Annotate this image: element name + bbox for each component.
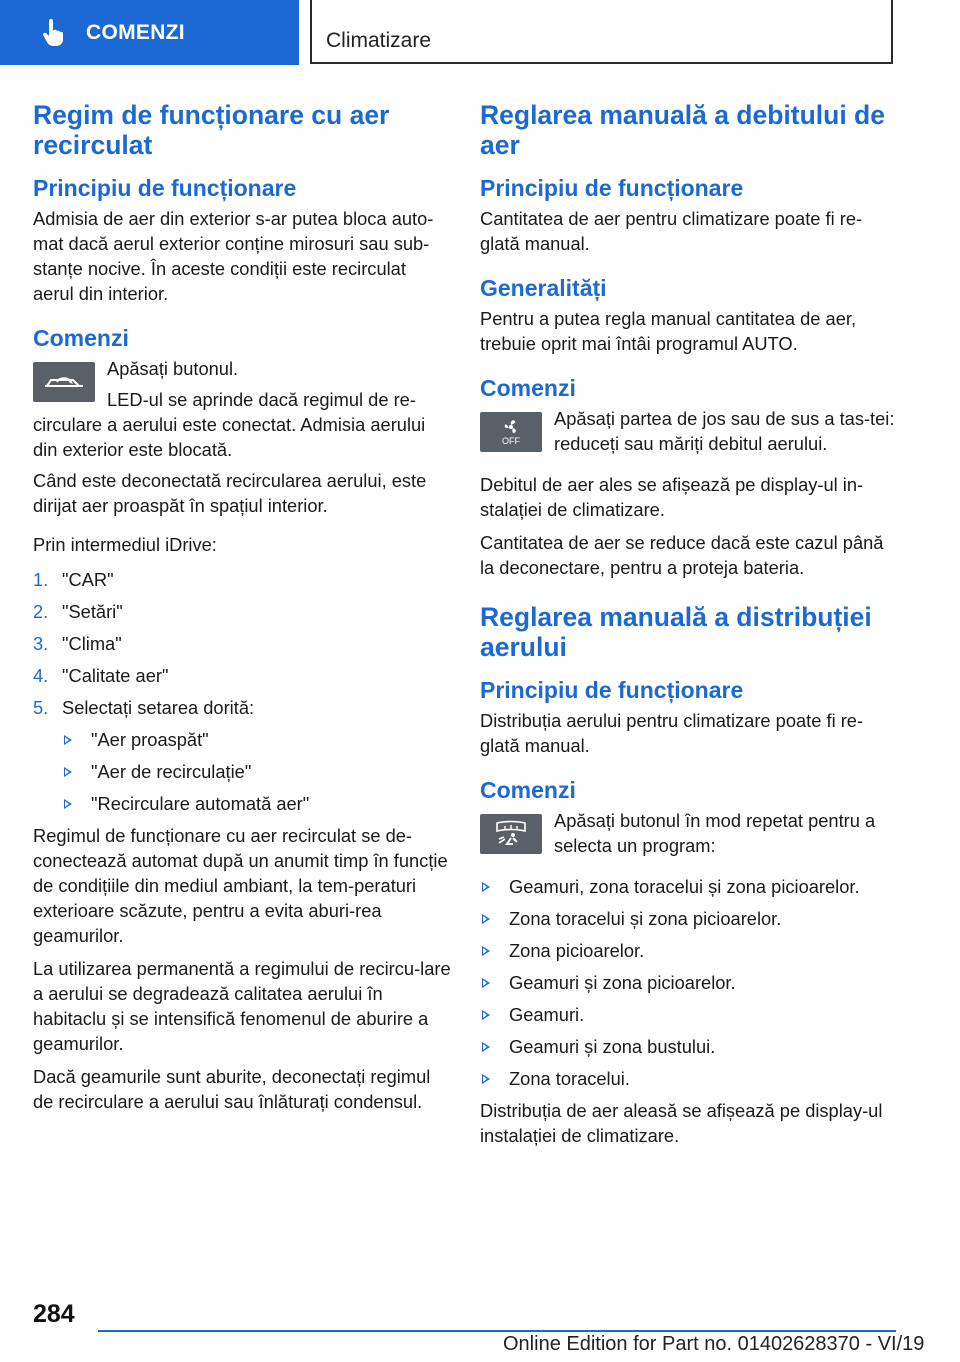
triangle-bullet-icon <box>482 882 490 892</box>
footer-divider <box>98 1330 896 1332</box>
section-tab-label: COMENZI <box>86 20 185 44</box>
flow-reduce-text: Cantitatea de aer se reduce dacă este cazul până la deconectare, pentru a proteja bateria. <box>480 532 884 578</box>
led-text: LED-ul se aprinde dacă regimul de re-circulare a aerului este conectat. Admisia aerului din exterior este blocată. <box>33 389 426 460</box>
triangle-bullet-icon <box>482 978 490 988</box>
triangle-bullet-icon <box>64 735 72 745</box>
dist-principle-text: Distribuția aerului pentru climatizare poate fi re-glată manual. <box>480 710 864 756</box>
distribution-programs <box>480 874 898 1091</box>
hand-pointer-icon <box>38 18 68 48</box>
flow-controls-heading: Comenzi <box>480 375 576 401</box>
dist-principle-heading: Principiu de funcționare <box>480 677 744 703</box>
list-item: "Recirculare automată aer" <box>62 791 451 816</box>
dist-controls-heading: Comenzi <box>480 777 576 803</box>
list-item: Geamuri și zona bustului. <box>480 1034 898 1059</box>
list-item: 3. "Clima" <box>33 633 122 654</box>
general-heading: Generalități <box>480 275 607 301</box>
controls-heading: Comenzi <box>33 325 129 351</box>
flow-control <box>480 406 898 462</box>
page-number: 284 <box>33 1300 75 1328</box>
list-item: Zona toracelui. <box>480 1066 898 1091</box>
triangle-bullet-icon <box>482 1010 490 1020</box>
list-item: 2. "Setări" <box>33 601 123 622</box>
recirculation-button-icon <box>33 362 95 402</box>
off-text: Când este deconectată recircularea aerului, este dirijat aer proaspăt în spațiul interior. <box>33 470 427 516</box>
list-item: "Aer proaspăt" <box>62 727 451 752</box>
list-item: Geamuri. <box>480 1002 898 1027</box>
recirculation-control <box>33 356 451 468</box>
triangle-bullet-icon <box>482 1042 490 1052</box>
list-item: 1. "CAR" <box>33 569 114 590</box>
idrive-steps <box>33 567 451 720</box>
list-item: Zona picioarelor. <box>480 938 898 963</box>
idrive-text: Prin intermediul iDrive: <box>33 534 217 555</box>
flow-press-text: Apăsați partea de jos sau de sus a tas-tei: reduceți sau măriți debitul aerului. <box>554 408 895 454</box>
dist-press-text: Apăsați butonul în mod repetat pentru a selecta un program: <box>554 810 876 856</box>
list-item: 5. Selectați setarea dorită: <box>33 697 255 718</box>
section-tab <box>0 0 299 65</box>
triangle-bullet-icon <box>482 1074 490 1084</box>
triangle-bullet-icon <box>64 767 72 777</box>
flow-display-text: Debitul de aer ales se afișează pe display-ul in-stalației de climatizare. <box>480 474 864 520</box>
setting-options <box>62 727 451 816</box>
right-column <box>480 100 898 1156</box>
auto-off-text: Regimul de funcționare cu aer recirculat se de-conectează automat după un anumit timp în funcție de condițiile din mediul ambiant, la tem-peraturi exterioare scăzute, pentru a evita aburi-rea geamurilor. <box>33 825 448 946</box>
list-item: 4. "Calitate aer" <box>33 665 169 686</box>
list-item: Geamuri și zona picioarelor. <box>480 970 898 995</box>
triangle-bullet-icon <box>64 799 72 809</box>
principle-heading: Principiu de funcționare <box>33 175 297 201</box>
list-item: Zona toracelui și zona picioarelor. <box>480 906 898 931</box>
fog-text: Dacă geamurile sunt aburite, deconectați regimul de recirculare a aerului sau înlăturați condensul. <box>33 1066 431 1112</box>
fan-off-button-icon <box>480 412 542 452</box>
fan-off-label: OFF <box>502 436 520 446</box>
principle-text: Admisia de aer din exterior s-ar putea bloca auto-mat dacă aerul exterior conține mirosuri sau sub-stanțe nocive. În aceste condiții este recirculat aerul din interior. <box>33 208 434 304</box>
recirculation-title: Regim de funcționare cu aer recirculat <box>33 100 390 160</box>
flow-principle-heading: Principiu de funcționare <box>480 175 744 201</box>
general-text: Pentru a putea regla manual cantitatea de aer, trebuie oprit mai întâi programul AUTO. <box>480 308 857 354</box>
flow-principle-text: Cantitatea de aer pentru climatizare poate fi re-glată manual. <box>480 208 863 254</box>
list-item: "Aer de recirculație" <box>62 759 451 784</box>
distribution-control <box>480 808 898 864</box>
triangle-bullet-icon <box>482 914 490 924</box>
left-column <box>33 100 451 1122</box>
edition-text: Online Edition for Part no. 01402628370 - VI/19 <box>503 1333 925 1355</box>
dist-display-text: Distribuția de aer aleasă se afișează pe display-ul instalației de climatizare. <box>480 1100 883 1146</box>
chapter-title: Climatizare <box>326 29 432 52</box>
triangle-bullet-icon <box>482 946 490 956</box>
press-text: Apăsați butonul. <box>107 358 239 379</box>
flow-title: Reglarea manuală a debitului de aer <box>480 100 885 160</box>
list-item: Geamuri, zona toracelui și zona picioarelor. <box>480 874 898 899</box>
air-distribution-button-icon <box>480 814 542 854</box>
chapter-header <box>310 0 893 64</box>
distribution-title: Reglarea manuală a distribuției aerului <box>480 602 872 662</box>
permanent-text: La utilizarea permanentă a regimului de recircu-lare a aerului se degradează calitatea aerului în habitaclu și se intensifică fenomenul de aburire a geamurilor. <box>33 958 451 1054</box>
